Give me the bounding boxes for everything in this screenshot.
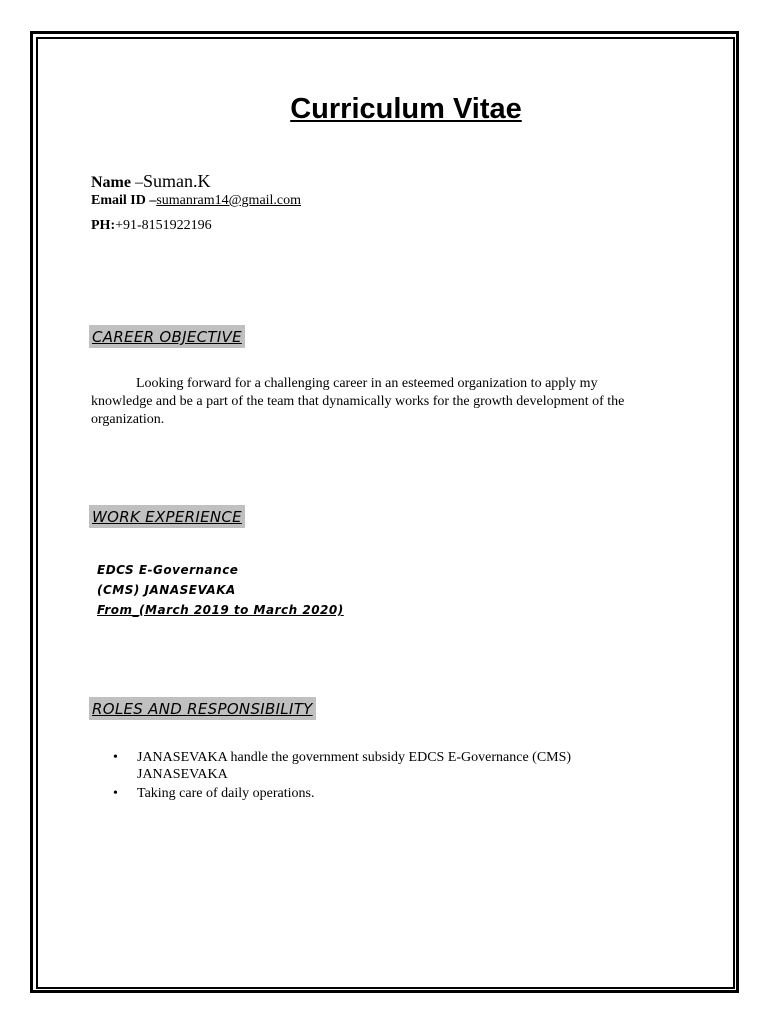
phone-value: +91-8151922196 [115,218,212,233]
name-separator: – [130,174,143,191]
email-line [91,193,301,209]
work-company: EDCS E-Governance [97,563,239,577]
work-role: (CMS) JANASEVAKA [97,583,236,597]
name-value: Suman.K [142,171,211,191]
list-item [113,785,633,802]
list-item-text: Taking care of daily operations. [137,786,315,801]
phone-label: PH: [91,218,116,233]
name-line [91,171,210,192]
roles-list [113,749,633,804]
name-label: Name [91,174,131,191]
career-objective-heading: CAREER OBJECTIVE [89,325,245,348]
bullet: • [113,750,118,765]
list-item-text: JANASEVAKA handle the government subsidy EDCS E-Governance (CMS) JANASEVAKA [137,750,572,782]
work-duration: From_(March 2019 to March 2020) [97,603,344,617]
email-separator: – [145,193,157,208]
roles-heading: ROLES AND RESPONSIBILITY [89,697,316,720]
work-experience-heading: WORK EXPERIENCE [89,505,245,528]
email-link[interactable]: sumanram14@gmail.com [156,193,302,208]
list-item [113,749,633,783]
email-label: Email ID [91,193,146,208]
phone-line [91,218,212,234]
document-title: Curriculum Vitae [290,93,522,125]
work-experience-details [97,560,344,620]
bullet: • [113,786,118,801]
career-objective-text: Looking forward for a challenging career in an esteemed organization to apply my knowledge and be a part of the team that dynamically works for the growth development of the organization. [91,376,625,427]
